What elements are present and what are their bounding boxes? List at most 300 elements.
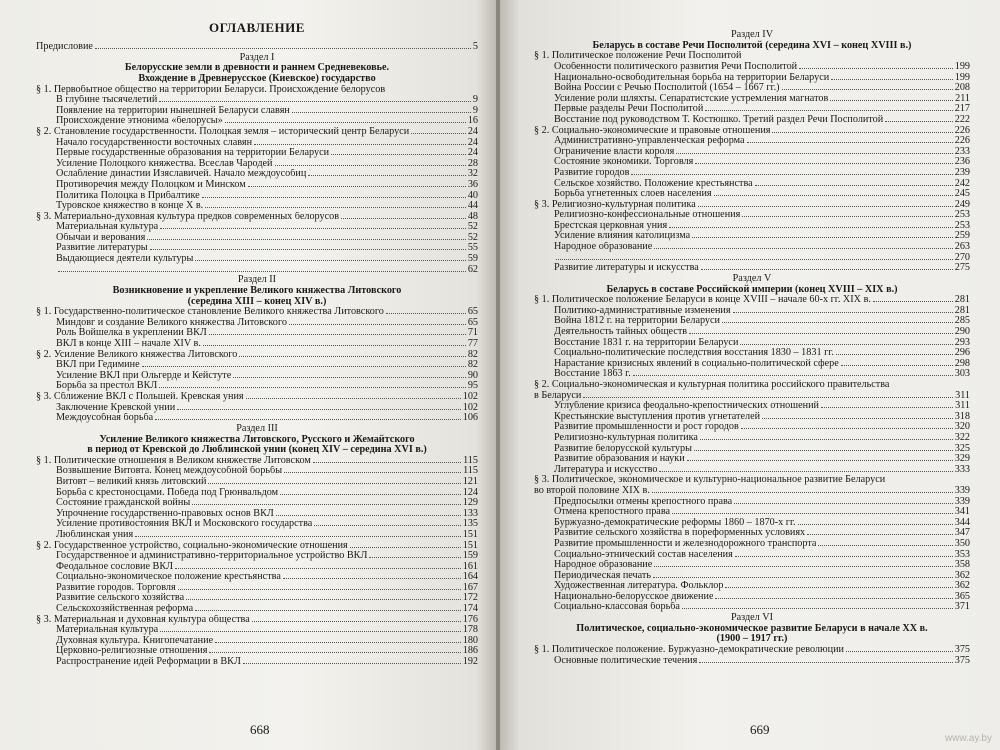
- toc-entry-title: Деятельность тайных обществ: [554, 327, 688, 338]
- toc-entry-page: 329: [954, 453, 970, 465]
- toc-entry-page: 115: [463, 454, 478, 466]
- toc-entry: [534, 486, 970, 497]
- toc-entry: [534, 327, 970, 338]
- toc-entry: [36, 106, 478, 117]
- toc-entry-page: 24: [467, 125, 478, 137]
- toc-section-entry: [534, 645, 970, 656]
- part-title: Вхождение в Древнерусское (Киевское) государство: [138, 72, 376, 84]
- part-title: Белорусские земли в древности и раннем Средневековье.: [124, 62, 390, 74]
- toc-entry: [534, 157, 970, 168]
- toc-entry: [36, 222, 478, 233]
- toc-entry-page: 236: [954, 156, 970, 168]
- toc-entry-page: 270: [954, 251, 970, 263]
- toc-entry-title: Происхождение этнонима «белорусы»: [56, 116, 223, 127]
- toc-entry-title: Периодическая печать: [554, 570, 652, 581]
- toc-entry-title: § 2. Усиление Великого княжества Литовского: [36, 349, 238, 360]
- toc-section-entry: [534, 126, 970, 137]
- toc-entry: [534, 412, 970, 423]
- part-label: Раздел V: [732, 272, 772, 284]
- toc-entry-page: 9: [472, 94, 478, 106]
- toc-entry-page: 350: [954, 537, 970, 549]
- toc-entry-title: Государственное и административно-территориальное устройство ВКЛ: [56, 551, 368, 562]
- toc-entry-page: 90: [467, 369, 478, 381]
- toc-entry: [534, 422, 970, 433]
- toc-entry: [36, 318, 478, 329]
- toc-entry-title: § 2. Социально-экономическая и культурная политика российского правительства: [534, 380, 890, 390]
- toc-title: ОГЛАВЛЕНИЕ: [209, 20, 305, 35]
- toc-entry-title: Политика Полоцка в Прибалтике: [56, 190, 200, 201]
- toc-section-entry: [534, 380, 970, 391]
- toc-entry-page: 129: [462, 497, 478, 509]
- toc-entry-page: 365: [954, 590, 970, 602]
- toc-entry: [36, 466, 478, 477]
- toc-entry-title: Появление на территории нынешней Беларуси славян: [56, 105, 290, 116]
- toc-entry-title: Восстание под руководством Т. Костюшко. Третий раздел Речи Посполитой: [554, 114, 884, 125]
- toc-entry: [36, 551, 478, 562]
- toc-entry-page: 358: [954, 559, 970, 571]
- toc-entry: [534, 115, 970, 126]
- toc-entry-page: 344: [954, 516, 970, 528]
- toc-entry-page: 62: [467, 263, 478, 275]
- toc-entry: [534, 444, 970, 455]
- toc-section-entry: [36, 212, 478, 223]
- toc-entry: [36, 403, 478, 414]
- toc-entry-page: 253: [954, 209, 970, 221]
- toc-entry: [36, 646, 478, 657]
- toc-entry-title: Роль Войшелка в укреплении ВКЛ: [56, 328, 207, 339]
- toc-entry: [36, 381, 478, 392]
- toc-entry-title: Развитие сельского хозяйства: [56, 593, 185, 604]
- toc-entry-page: 44: [467, 200, 478, 212]
- right-page: [500, 0, 1000, 750]
- toc-entry-title: Политико-административные изменения: [554, 305, 731, 316]
- toc-entry-title: ВКЛ в конце XIII – начале XIV в.: [56, 339, 201, 350]
- toc-entry-page: 290: [954, 326, 970, 338]
- toc-entry: [36, 95, 478, 106]
- toc-entry-page: 222: [954, 113, 970, 125]
- toc-entry: [534, 62, 970, 73]
- toc-entry-title: Материальная культура: [56, 625, 159, 636]
- toc-entry-title: Социально-этнический состав населения: [554, 549, 733, 560]
- toc-entry-page: 176: [462, 613, 478, 625]
- toc-entry-page: 9: [472, 104, 478, 116]
- toc-entry: [534, 316, 970, 327]
- preface-entry: [36, 42, 478, 53]
- toc-entry-title: Предпосылки отмены крепостного права: [554, 496, 733, 507]
- toc-entry: [534, 73, 970, 84]
- toc-entry-page: 36: [467, 178, 478, 190]
- toc-entry-title: Развитие городов: [554, 167, 630, 178]
- toc-entry: [534, 179, 970, 190]
- toc-entry-page: 174: [462, 603, 478, 615]
- toc-entry-title: Нарастание кризисных явлений в социально-политической сфере: [554, 358, 839, 369]
- toc-entry: [36, 625, 478, 636]
- toc-entry-title: Сельскохозяйственная реформа: [56, 604, 194, 615]
- toc-entry-title: Первые разделы Речи Посполитой: [554, 104, 704, 115]
- toc-entry: [534, 454, 970, 465]
- toc-entry-page: 375: [954, 654, 970, 666]
- toc-section-entry: [36, 85, 478, 96]
- part-title: в период от Кревской до Люблинской унии (конец XIV – середина XVI в.): [87, 444, 427, 456]
- toc-entry-title: § 3. Политическое, экономическое и культурно-национальное развитие Беларуси: [534, 475, 886, 486]
- toc-entry-title: § 2. Государственное устройство, социально-экономические отношения: [36, 540, 348, 551]
- toc-entry-title: в Беларуси: [534, 390, 582, 401]
- page-number-left: 668: [250, 722, 270, 737]
- toc-entry: [534, 433, 970, 444]
- toc-entry-page: 199: [954, 60, 970, 72]
- toc-entry-page: 55: [467, 242, 478, 254]
- toc-entry-page: 52: [467, 221, 478, 233]
- toc-entry: [36, 498, 478, 509]
- toc-entry: [36, 530, 478, 541]
- toc-entry-page: 341: [954, 506, 970, 518]
- toc-entry-title: В глубине тысячелетий: [56, 95, 158, 106]
- toc-entry-page: 115: [463, 465, 478, 477]
- toc-entry-title: Развитие литературы и искусства: [554, 263, 699, 274]
- toc-entry-page: 65: [467, 306, 478, 318]
- toc-entry-title: Народное образование: [554, 242, 653, 253]
- toc-entry-title: Развитие литературы: [56, 243, 148, 254]
- toc-entry: [36, 339, 478, 350]
- toc-entry-page: 320: [954, 421, 970, 433]
- toc-entry-page: 371: [954, 601, 970, 613]
- toc-entry-title: Углубление кризиса феодально-крепостнических отношений: [554, 401, 819, 412]
- toc-entry-title: Состояние экономики. Торговля: [554, 157, 694, 168]
- toc-entry-page: 124: [462, 486, 478, 498]
- toc-entry-title: Ослабление династии Изяславичей. Начало междоусобиц: [56, 169, 307, 180]
- toc-entry: [534, 168, 970, 179]
- toc-entry: [534, 539, 970, 550]
- toc-entry: [36, 169, 478, 180]
- toc-entry-page: 226: [954, 135, 970, 147]
- toc-entry-title: Буржуазно-демократические реформы 1860 – 1870-х гг.: [554, 517, 796, 528]
- toc-entry-title: Обычаи и верования: [56, 232, 146, 243]
- toc-entry-page: 28: [467, 157, 478, 169]
- toc-section-entry: [36, 307, 478, 318]
- toc-entry-page: 311: [955, 389, 970, 401]
- toc-entry-title: Война 1812 г. на территории Беларуси: [554, 316, 720, 327]
- toc-entry: [534, 359, 970, 370]
- part-title: Усиление Великого княжества Литовского, Русского и Жемайтского: [99, 433, 415, 445]
- toc-entry-title: Люблинская уния: [56, 529, 134, 540]
- toc-entry: [36, 233, 478, 244]
- page-number-right: 669: [750, 722, 770, 737]
- toc-entry: [36, 243, 478, 254]
- toc-entry-title: Основные политические течения: [554, 655, 698, 666]
- toc-entry-title: Развитие белорусской культуры: [554, 443, 692, 454]
- toc-entry: [534, 507, 970, 518]
- toc-entry-page: 339: [954, 484, 970, 496]
- toc-entry-page: 296: [954, 347, 970, 359]
- toc-entry-title: Миндовг и создание Великого княжества Литовского: [56, 317, 287, 328]
- toc-entry-page: 186: [462, 645, 478, 657]
- toc-entry-page: 293: [954, 336, 970, 348]
- toc-entry-title: Народное образование: [554, 560, 653, 571]
- toc-entry-page: 208: [954, 82, 970, 94]
- toc-entry-title: Административно-управленческая реформа: [554, 136, 745, 147]
- toc-entry: [534, 560, 970, 571]
- toc-entry-page: 245: [954, 188, 970, 200]
- toc-entry: [534, 465, 970, 476]
- toc-entry-title: Церковно-религиозные отношения: [56, 646, 208, 657]
- toc-entry-title: Восстание 1863 г.: [554, 369, 631, 380]
- toc-entry-page: 106: [462, 412, 478, 424]
- toc-entry-title: Борьба за престол ВКЛ: [56, 381, 158, 392]
- toc-entry-title: Социально-политические последствия восстания 1830 – 1831 гг.: [554, 348, 834, 359]
- toc-entry-title: Социально-классовая борьба: [554, 602, 680, 613]
- right-toc-parts: [534, 30, 970, 666]
- toc-entry: [36, 657, 478, 668]
- toc-entry-title: Выдающиеся деятели культуры: [56, 254, 194, 265]
- toc-entry-page: 263: [954, 241, 970, 253]
- toc-entry-page: 159: [462, 550, 478, 562]
- toc-entry-title: Междоусобная борьба: [56, 413, 154, 424]
- toc-entry: [36, 138, 478, 149]
- toc-entry-page: 375: [954, 644, 970, 656]
- toc-entry-title: Литература и искусство: [554, 464, 658, 475]
- toc-entry-title: Особенности политического развития Речи Посполитой: [554, 61, 798, 72]
- toc-entry: [36, 636, 478, 647]
- toc-entry-page: 333: [954, 463, 970, 475]
- toc-entry-title: Возвышение Витовта. Конец междоусобной борьбы: [56, 466, 283, 477]
- toc-entry-page: 82: [467, 348, 478, 360]
- toc-entry-title: Первые государственные образования на территории Беларуси: [56, 148, 330, 159]
- toc-entry-title: Материальная культура: [56, 222, 159, 233]
- toc-entry-title: Распространение идей Реформации в ВКЛ: [56, 657, 241, 668]
- toc-entry-title: Развитие городов. Торговля: [56, 582, 176, 593]
- toc-entry-page: 233: [954, 145, 970, 157]
- watermark: www.ay.by: [944, 733, 992, 744]
- toc-entry-page: 77: [467, 338, 478, 350]
- toc-entry-title: Развитие образования и науки: [554, 454, 685, 465]
- toc-entry-title: Религиозно-культурная политика: [554, 432, 698, 443]
- toc-entry-page: 347: [954, 527, 970, 539]
- part-title: Беларусь в составе Российской империи (конец XVIII – XIX в.): [606, 283, 898, 295]
- toc-entry-title: Начало государственности восточных славян: [56, 137, 253, 148]
- toc-entry-title: § 2. Социально-экономические и правовые отношения: [534, 125, 771, 136]
- toc-entry: [36, 254, 478, 265]
- toc-entry-title: Война России с Речью Посполитой (1654 – 1667 гг.): [554, 83, 780, 94]
- toc-entry: [36, 360, 478, 371]
- toc-entry-title: Социально-экономическое положение крестьянства: [56, 572, 281, 583]
- toc-entry-title: Усиление роли шляхты. Сепаратистские устремления магнатов: [554, 93, 829, 104]
- toc-section-entry: [534, 200, 970, 211]
- toc-entry-title: Ограничение власти короля: [554, 146, 675, 157]
- toc-entry: [36, 593, 478, 604]
- toc-entry-page: 135: [462, 518, 478, 530]
- part-label: Раздел VI: [730, 612, 774, 624]
- toc-entry: [534, 83, 970, 94]
- toc-entry: [534, 104, 970, 115]
- toc-entry-title: § 1. Государственно-политическое становление Великого княжества Литовского: [36, 307, 384, 318]
- toc-entry-title: ВКЛ при Гедимине: [56, 360, 140, 371]
- toc-entry: [534, 571, 970, 582]
- toc-entry: [36, 328, 478, 339]
- toc-entry-page: 318: [954, 410, 970, 422]
- toc-entry-page: 239: [954, 166, 970, 178]
- toc-entry: [534, 656, 970, 667]
- toc-entry-page: 161: [462, 560, 478, 572]
- toc-entry-page: 253: [954, 219, 970, 231]
- toc-section-entry: [36, 350, 478, 361]
- toc-entry: [36, 509, 478, 520]
- toc-entry-title: § 1. Политическое положение Беларуси в конце XVIII – начале 60-х гг. XIX в.: [534, 295, 871, 306]
- toc-entry: [36, 148, 478, 159]
- toc-entry-page: 24: [467, 147, 478, 159]
- toc-entry-page: 199: [954, 71, 970, 83]
- toc-entry-page: 242: [954, 177, 970, 189]
- toc-entry-page: 281: [954, 294, 970, 306]
- toc-entry: [36, 562, 478, 573]
- toc-entry-title: Сельское хозяйство. Положение крестьянства: [554, 178, 753, 189]
- toc-entry: [534, 210, 970, 221]
- toc-entry-page: 59: [467, 253, 478, 265]
- left-toc-parts: [36, 53, 478, 668]
- toc-entry-page: 32: [467, 168, 478, 180]
- toc-entry: [534, 592, 970, 603]
- toc-entry-title: Развитие сельского хозяйства в пореформенных условиях: [554, 528, 806, 539]
- toc-entry-page: 339: [954, 495, 970, 507]
- left-page: [0, 0, 496, 750]
- toc-entry-title: § 3. Материальная и духовная культура общества: [36, 614, 250, 625]
- part-label: Раздел II: [237, 274, 277, 286]
- toc-entry-title: Борьба угнетенных слоев населения: [554, 189, 712, 200]
- toc-entry: [36, 201, 478, 212]
- toc-section-entry: [534, 51, 970, 62]
- toc-entry-page: 52: [467, 231, 478, 243]
- toc-entry: [36, 159, 478, 170]
- toc-entry-title: § 3. Религиозно-культурная политика: [534, 199, 696, 210]
- toc-entry: [36, 180, 478, 191]
- toc-entry-page: 102: [462, 401, 478, 413]
- toc-entry-title: § 1. Первобытное общество на территории Беларуси. Происхождение белорусов: [36, 84, 386, 95]
- toc-entry-page: 275: [954, 262, 970, 274]
- part-title: Политическое, социально-экономическое развитие Беларуси в начале XX в.: [576, 622, 928, 634]
- toc-entry-title: § 1. Политическое положение. Буржуазно-демократические революции: [534, 645, 844, 656]
- toc-entry-page: 95: [467, 380, 478, 392]
- toc-entry-page: 325: [954, 442, 970, 454]
- toc-entry-page: 362: [954, 580, 970, 592]
- toc-entry: [36, 572, 478, 583]
- toc-entry-title: Состояние гражданской войны: [56, 498, 191, 509]
- toc-entry-title: Упрочнение государственно-правовых основ ВКЛ: [56, 508, 274, 519]
- toc-entry-title: § 1. Политические отношения в Великом княжестве Литовском: [36, 455, 311, 466]
- toc-entry-title: Отмена крепостного права: [554, 507, 671, 518]
- toc-entry-page: 102: [462, 391, 478, 402]
- toc-entry-title: Усиление противостояния ВКЛ и Московского государства: [56, 519, 313, 530]
- toc-entry-title: § 1. Политическое положение Речи Посполитой: [534, 51, 742, 62]
- toc-entry-page: 48: [467, 210, 478, 222]
- toc-entry: [534, 147, 970, 158]
- toc-entry-page: 172: [462, 592, 478, 604]
- toc-entry-title: Национально-белорусское движение: [554, 591, 714, 602]
- toc-entry: [36, 604, 478, 615]
- toc-entry-title: Усиление Полоцкого княжества. Всеслав Чародей: [56, 158, 273, 169]
- toc-entry-page: 82: [467, 359, 478, 371]
- toc-entry-page: 217: [954, 103, 970, 115]
- toc-entry: [534, 231, 970, 242]
- toc-section-entry: [36, 456, 478, 467]
- toc-entry: [36, 116, 478, 127]
- toc-entry: [534, 348, 970, 359]
- toc-entry-page: 298: [954, 357, 970, 369]
- toc-entry-page: 322: [954, 431, 970, 443]
- toc-entry-title: Противоречия между Полоцком и Минском: [56, 179, 246, 190]
- toc-entry: [534, 221, 970, 232]
- toc-entry: [36, 519, 478, 530]
- toc-entry-title: во второй половине XIX в.: [534, 485, 650, 496]
- toc-entry-page: 226: [954, 124, 970, 136]
- toc-section-entry: [36, 392, 478, 403]
- toc-entry: [534, 581, 970, 592]
- part-title: Беларусь в составе Речи Посполитой (середина XVI – конец XVIII в.): [592, 39, 912, 51]
- toc-entry-title: Развитие промышленности и рост городов: [554, 422, 739, 433]
- toc-entry-page: 211: [955, 92, 970, 104]
- toc-entry-title: Крестьянские выступления против угнетателей: [554, 411, 761, 422]
- toc-entry-page: 353: [954, 548, 970, 560]
- toc-entry-page: 16: [467, 115, 478, 127]
- part-label: Раздел III: [236, 422, 278, 434]
- toc-entry-title: Борьба с крестоносцами. Победа под Грюнвальдом: [56, 487, 279, 498]
- toc-entry-title: Развитие промышленности и железнодорожного транспорта: [554, 538, 817, 549]
- toc-entry-title: Туровское княжество в конце X в.: [56, 201, 204, 212]
- toc-entry: [36, 371, 478, 382]
- toc-entry: [534, 369, 970, 380]
- toc-entry-page: 180: [462, 634, 478, 646]
- toc-entry-title: Витовт – великий князь литовский: [56, 476, 207, 487]
- toc-entry: [36, 583, 478, 594]
- toc-entry-page: 65: [467, 316, 478, 328]
- toc-entry: [36, 488, 478, 499]
- toc-section-entry: [534, 295, 970, 306]
- toc-section-entry: [36, 541, 478, 552]
- toc-entry: [534, 189, 970, 200]
- toc-section-entry: [36, 127, 478, 138]
- toc-entry-title: § 2. Становление государственности. Полоцкая земля – исторический центр Беларуси: [36, 126, 410, 137]
- toc-entry-page: 311: [955, 400, 970, 412]
- toc-entry-page: 133: [462, 507, 478, 519]
- toc-entry-title: § 3. Сближение ВКЛ с Польшей. Кревская уния: [36, 392, 244, 402]
- toc-entry: [534, 94, 970, 105]
- toc-entry: [534, 136, 970, 147]
- part-title: (середина XIII – конец XIV в.): [187, 295, 327, 307]
- toc-entry-page: 259: [954, 230, 970, 242]
- toc-entry: [534, 518, 970, 529]
- toc-entry-title: Национально-освободительная борьба на территории Беларуси: [554, 72, 830, 83]
- toc-entry-page: 164: [462, 571, 478, 583]
- toc-entry-page: 192: [462, 656, 478, 668]
- toc-entry-title: Восстание 1831 г. на территории Беларуси: [554, 337, 739, 348]
- toc-section-entry: [534, 475, 970, 486]
- part-title: Возникновение и укрепление Великого княжества Литовского: [112, 285, 402, 297]
- toc-entry-page: 249: [954, 198, 970, 210]
- part-label: Раздел I: [239, 51, 275, 63]
- toc-entry: [534, 306, 970, 317]
- toc-entry-page: 40: [467, 189, 478, 201]
- toc-entry: [534, 242, 970, 253]
- toc-entry: [534, 497, 970, 508]
- part-title: (1900 – 1917 гг.): [716, 633, 788, 645]
- toc-entry-page: 71: [467, 327, 478, 339]
- toc-entry-page: 362: [954, 569, 970, 581]
- toc-entry-page: 24: [467, 136, 478, 148]
- toc-entry: [36, 191, 478, 202]
- toc-entry-title: Заключение Кревской унии: [56, 402, 176, 413]
- toc-entry-title: Феодальное сословие ВКЛ: [56, 561, 174, 572]
- toc-entry: [534, 550, 970, 561]
- toc-entry-title: Духовная культура. Книгопечатание: [56, 635, 214, 646]
- toc-entry: [534, 338, 970, 349]
